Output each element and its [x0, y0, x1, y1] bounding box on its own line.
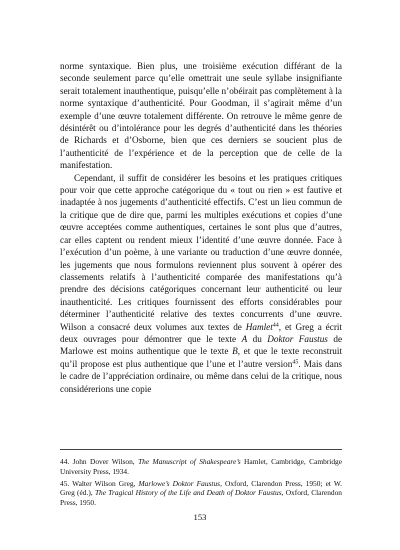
italic-text: Marlowe’s Doktor Faustus — [138, 478, 221, 488]
text-run: , et Greg a écrit deux ouvrages pour démontrer que le texte — [60, 321, 342, 344]
text-run: , et que le texte reconstruit qu’il propose est plus authentique que l’une et l’autre version — [60, 346, 342, 369]
italic-text: Doktor Faustus — [267, 333, 328, 344]
text-run: Cependant, il suffit de considérer les besoins et les pratiques critiques pour voir que cette approche catégorique du « tout ou rien » est fautive et inadaptée à nos jugements d’authenticité effectifs. C’est un lieu commun de la critique que de dire que, parmi les multiples exécutions et copies d’une œuvre acceptées comme authentiques, certaines le sont plus que d’autres, car elles captent ou rendent mieux l’identité d’une œuvre donnée. Face à l’exécution d’un poème, à une variante ou traduction d’une œuvre donnée, les jugements que nous formulons reviennent plus souvent à opérer des classements relatifs à l’authenticité comparée des manifestations qu’à prendre des décisions catégoriques concernant leur authenticité ou leur inauthenticité. Les critiques fournissent des efforts considérables pour déterminer l’authenticité relative des textes concurrents d’une œuvre. Wilson a consacré deux volumes aux textes de — [60, 172, 342, 332]
footnote-44 — [60, 457, 342, 477]
italic-text: Hamlet — [245, 321, 273, 332]
paragraph-1 — [60, 60, 342, 172]
footnotes — [60, 457, 342, 510]
footnote-45 — [60, 479, 342, 508]
footnote-reference: 45 — [292, 359, 299, 366]
paragraph-2 — [60, 172, 342, 395]
italic-text: B — [232, 346, 238, 357]
page-number: 153 — [193, 512, 207, 522]
italic-text: A — [241, 333, 248, 344]
text-run: du — [247, 333, 268, 344]
italic-text: The Tragical History of the Life and Death of Doktor Faustus — [94, 488, 282, 498]
text-run: 45. Walter Wilson Greg, — [60, 478, 139, 488]
text-run: . Mais dans le cadre de l’appréciation ordinaire, ou même dans celui de la critique, nous considérerions une copie — [60, 358, 342, 394]
text-run: Hamlet, Cambridge, Cambridge University Press, 1934. — [60, 457, 342, 476]
text-run: norme syntaxique. Bien plus, une troisième exécution différant de la seconde seulement parce qu’elle omettrait une seule syllabe insignifiante serait totalement inauthentique, puisqu’elle n’obéirait pas complètement à la norme syntaxique d’authenticité. Pour Goodman, il s’agirait même d’un exemple d’une œuvre totalement différente. On retrouve le même genre de désintérêt ou d’intolérance pour les degrés d’authenticité dans les théories de Richards et d’Osborne, bien que ces derniers se soucient plus de l’authenticité de l’expérience et de la perception que de celle de la manifestation. — [60, 61, 342, 171]
text-run: , Oxford, Clarendon Press, 1950. — [60, 488, 342, 508]
body-text — [60, 60, 342, 395]
footnote-reference: 44 — [272, 322, 279, 329]
text-run: de Marlowe est moins authentique que le texte — [60, 333, 343, 357]
footnote-separator — [60, 449, 342, 450]
text-run: , Oxford, Clarendon Press, 1950; et W. Greg (éd.), — [60, 478, 342, 498]
italic-text: The Manuscript of Shakespeare’s — [138, 457, 241, 466]
text-run: 44. John Dover Wilson, — [60, 457, 139, 466]
